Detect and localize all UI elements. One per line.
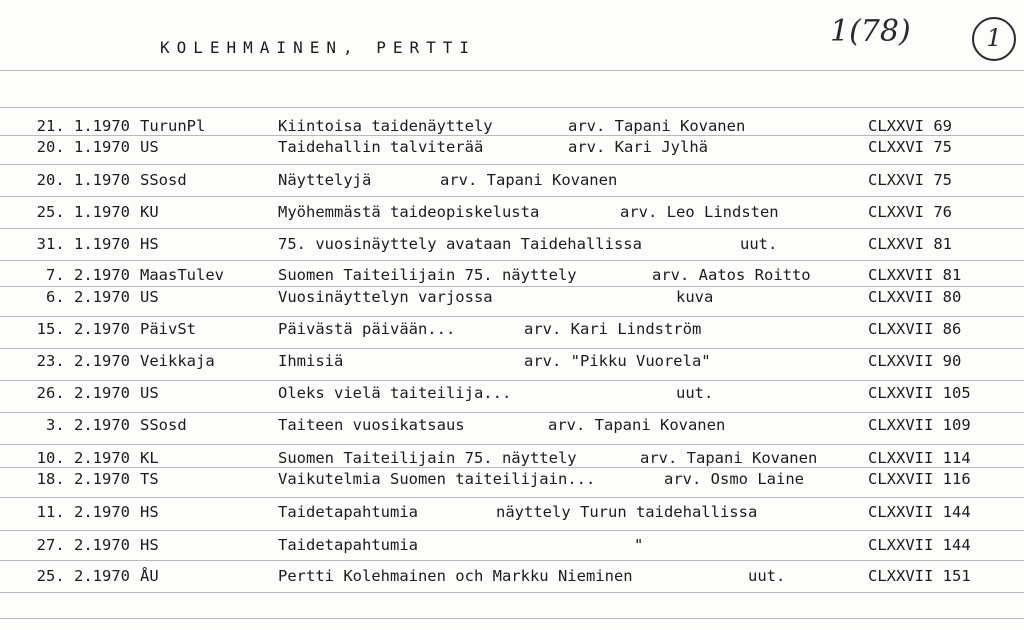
entry-reference: CLXXVI 76 <box>868 203 952 221</box>
entry-title: 75. vuosinäyttely avataan Taidehallissa <box>278 235 642 253</box>
entry-source: KL <box>140 449 159 467</box>
ruled-line <box>0 348 1024 349</box>
ruled-line <box>0 316 1024 317</box>
entry-source: HS <box>140 235 159 253</box>
entry-title: Suomen Taiteilijain 75. näyttely <box>278 266 577 284</box>
entry-note: näyttely Turun taidehallissa <box>496 503 758 521</box>
entry-note: arv. Aatos Roitto <box>652 266 811 284</box>
entry-note: arv. Leo Lindsten <box>620 203 779 221</box>
entry-source: ÅU <box>140 567 159 585</box>
entry-note: arv. Kari Jylhä <box>568 138 708 156</box>
entry-note: kuva <box>676 288 714 306</box>
list-item <box>0 202 1024 222</box>
entry-date: 27. 2.1970 <box>36 536 130 554</box>
entry-reference: CLXXVII 144 <box>868 503 971 521</box>
entry-title: Päivästä päivään... <box>278 320 456 338</box>
ruled-line <box>0 530 1024 531</box>
entry-title: Kiintoisa taidenäyttely <box>278 117 493 135</box>
entry-note: uut. <box>748 567 786 585</box>
entry-date: 21. 1.1970 <box>36 117 130 135</box>
entry-note: arv. Osmo Laine <box>664 470 804 488</box>
entry-source: MaasTulev <box>140 266 224 284</box>
entry-date: 31. 1.1970 <box>36 235 130 253</box>
entry-reference: CLXXVII 86 <box>868 320 962 338</box>
entry-source: HS <box>140 536 159 554</box>
ruled-line <box>0 228 1024 229</box>
list-item <box>0 234 1024 254</box>
ruled-line <box>0 70 1024 71</box>
entry-note: arv. Tapani Kovanen <box>640 449 818 467</box>
circled-page-number: 1 <box>972 17 1016 61</box>
entry-title: Taidehallin talviterää <box>278 138 484 156</box>
entry-date: 20. 1.1970 <box>36 138 130 156</box>
entry-title: Suomen Taiteilijain 75. näyttely <box>278 449 577 467</box>
entry-date: 6. 2.1970 <box>46 288 130 306</box>
entry-date: 23. 2.1970 <box>36 352 130 370</box>
list-item <box>0 535 1024 555</box>
entry-reference: CLXXVI 81 <box>868 235 952 253</box>
list-item <box>0 351 1024 371</box>
entry-reference: CLXXVII 80 <box>868 288 962 306</box>
entry-reference: CLXXVII 105 <box>868 384 971 402</box>
entry-date: 26. 2.1970 <box>36 384 130 402</box>
entry-title: Taidetapahtumia <box>278 503 418 521</box>
entry-note: arv. Kari Lindström <box>524 320 702 338</box>
entry-date: 3. 2.1970 <box>46 416 130 434</box>
entry-source: SSosd <box>140 171 187 189</box>
list-item <box>0 469 1024 489</box>
entry-date: 25. 1.1970 <box>36 203 130 221</box>
ruled-line <box>0 618 1024 619</box>
entry-date: 15. 2.1970 <box>36 320 130 338</box>
entry-source: US <box>140 384 159 402</box>
entry-note: arv. Tapani Kovanen <box>548 416 726 434</box>
entry-note: arv. Tapani Kovanen <box>440 171 618 189</box>
ruled-line <box>0 560 1024 561</box>
entry-title: Vuosinäyttelyn varjossa <box>278 288 493 306</box>
list-item <box>0 502 1024 522</box>
entry-reference: CLXXVII 114 <box>868 449 971 467</box>
ruled-line <box>0 107 1024 108</box>
entry-title: Oleks vielä taiteilija... <box>278 384 512 402</box>
entry-date: 7. 2.1970 <box>46 266 130 284</box>
ruled-line <box>0 164 1024 165</box>
list-item <box>0 415 1024 435</box>
entry-source: TS <box>140 470 159 488</box>
entry-reference: CLXXVII 81 <box>868 266 962 284</box>
entry-reference: CLXXVII 144 <box>868 536 971 554</box>
entry-date: 20. 1.1970 <box>36 171 130 189</box>
entry-title: Ihmisiä <box>278 352 344 370</box>
card-header-name: KOLEHMAINEN, PERTTI <box>160 38 477 57</box>
entry-title: Pertti Kolehmainen och Markku Nieminen <box>278 567 633 585</box>
entry-date: 10. 2.1970 <box>36 449 130 467</box>
list-item <box>0 170 1024 190</box>
entry-reference: CLXXVI 69 <box>868 117 952 135</box>
list-item <box>0 265 1024 285</box>
entry-source: Veikkaja <box>140 352 215 370</box>
entry-source: PäivSt <box>140 320 196 338</box>
entry-reference: CLXXVII 151 <box>868 567 971 585</box>
entry-date: 25. 2.1970 <box>36 567 130 585</box>
list-item <box>0 116 1024 136</box>
entry-reference: CLXXVII 109 <box>868 416 971 434</box>
ruled-line <box>0 260 1024 261</box>
list-item <box>0 383 1024 403</box>
entry-title: Taidetapahtumia <box>278 536 418 554</box>
entry-reference: CLXXVI 75 <box>868 171 952 189</box>
entry-note: uut. <box>676 384 714 402</box>
list-item <box>0 287 1024 307</box>
entry-source: KU <box>140 203 159 221</box>
entry-source: HS <box>140 503 159 521</box>
ruled-line <box>0 444 1024 445</box>
list-item <box>0 319 1024 339</box>
ruled-line <box>0 412 1024 413</box>
ruled-line <box>0 592 1024 593</box>
entry-title: Myöhemmästä taideopiskelusta <box>278 203 540 221</box>
entry-date: 18. 2.1970 <box>36 470 130 488</box>
entry-reference: CLXXVI 75 <box>868 138 952 156</box>
entry-date: 11. 2.1970 <box>36 503 130 521</box>
entry-reference: CLXXVII 116 <box>868 470 971 488</box>
list-item <box>0 566 1024 586</box>
entry-source: US <box>140 288 159 306</box>
ruled-line <box>0 380 1024 381</box>
entry-note: arv. "Pikku Vuorela" <box>524 352 711 370</box>
entry-source: TurunPl <box>140 117 206 135</box>
entry-title: Näyttelyjä <box>278 171 372 189</box>
entry-note: " <box>634 536 644 554</box>
entry-note: arv. Tapani Kovanen <box>568 117 746 135</box>
list-item <box>0 137 1024 157</box>
list-item <box>0 448 1024 468</box>
entry-title: Taiteen vuosikatsaus <box>278 416 465 434</box>
entry-title: Vaikutelmia Suomen taiteilijain... <box>278 470 596 488</box>
handwritten-card-number: 1(78) <box>830 14 911 49</box>
ruled-line <box>0 196 1024 197</box>
entry-note: uut. <box>740 235 778 253</box>
entry-source: US <box>140 138 159 156</box>
ruled-line <box>0 497 1024 498</box>
entry-source: SSosd <box>140 416 187 434</box>
entry-reference: CLXXVII 90 <box>868 352 962 370</box>
